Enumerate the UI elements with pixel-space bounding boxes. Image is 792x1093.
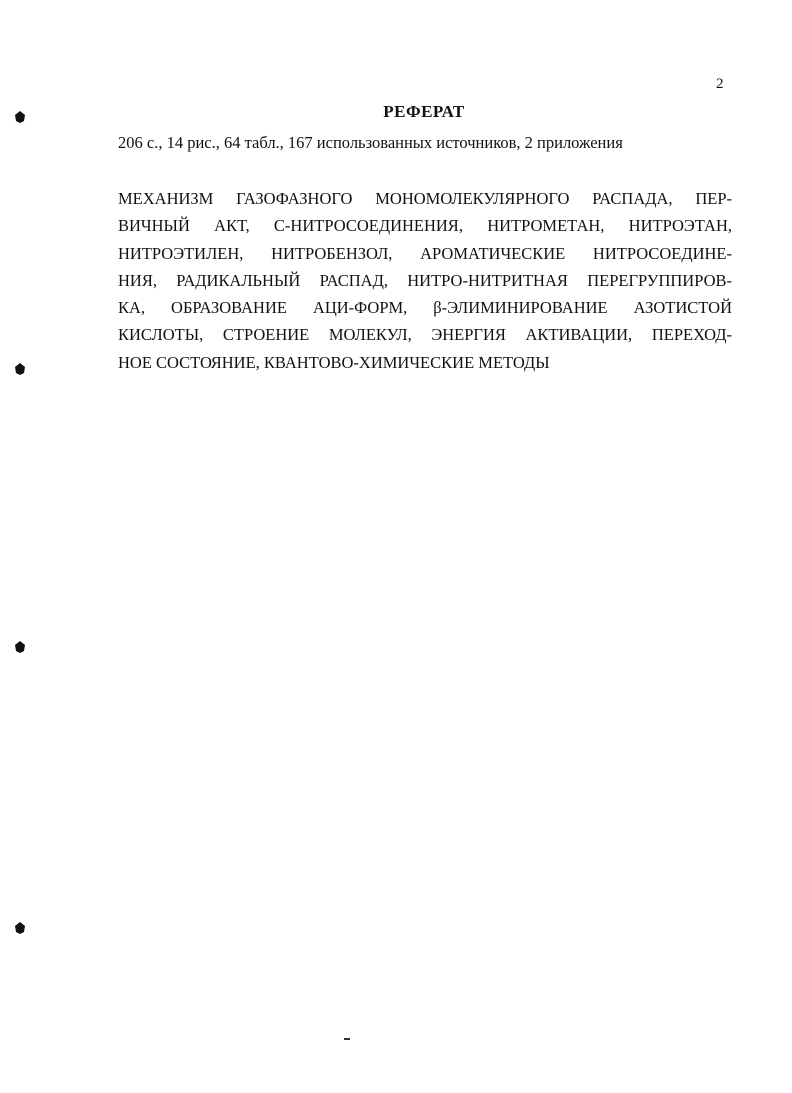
keywords-line: КИСЛОТЫ, СТРОЕНИЕ МОЛЕКУЛ, ЭНЕРГИЯ АКТИВАЦИИ, ПЕРЕХОД-: [118, 325, 732, 345]
keywords-line: КА, ОБРАЗОВАНИЕ АЦИ-ФОРМ, β-ЭЛИМИНИРОВАНИЕ АЗОТИСТОЙ: [118, 298, 732, 318]
binding-hole-mark-icon: [13, 921, 27, 935]
binding-hole-mark-icon: [13, 110, 27, 124]
bibliographic-summary: 206 с., 14 рис., 64 табл., 167 использованных источников, 2 приложения: [118, 133, 623, 152]
keywords-line: НИТРОЭТИЛЕН, НИТРОБЕНЗОЛ, АРОМАТИЧЕСКИЕ НИТРОСОЕДИНЕ-: [118, 243, 732, 263]
keywords-line: МЕХАНИЗМ ГАЗОФАЗНОГО МОНОМОЛЕКУЛЯРНОГО РАСПАДА, ПЕР-: [118, 189, 732, 208]
page-title: РЕФЕРАТ: [383, 102, 465, 121]
binding-hole-mark-icon: [13, 640, 27, 654]
keywords-line: ВИЧНЫЙ АКТ, С-НИТРОСОЕДИНЕНИЯ, НИТРОМЕТАН, НИТРОЭТАН,: [118, 216, 732, 236]
page-number: 2: [716, 76, 724, 92]
binding-hole-mark-icon: [13, 362, 27, 376]
keywords-block: [118, 185, 732, 376]
keywords-line: НОЕ СОСТОЯНИЕ, КВАНТОВО-ХИМИЧЕСКИЕ МЕТОДЫ: [118, 352, 550, 372]
keywords-line: НИЯ, РАДИКАЛЬНЫЙ РАСПАД, НИТРО-НИТРИТНАЯ ПЕРЕГРУППИРОВ-: [118, 270, 732, 290]
bottom-dash-artifact: [344, 1038, 350, 1040]
